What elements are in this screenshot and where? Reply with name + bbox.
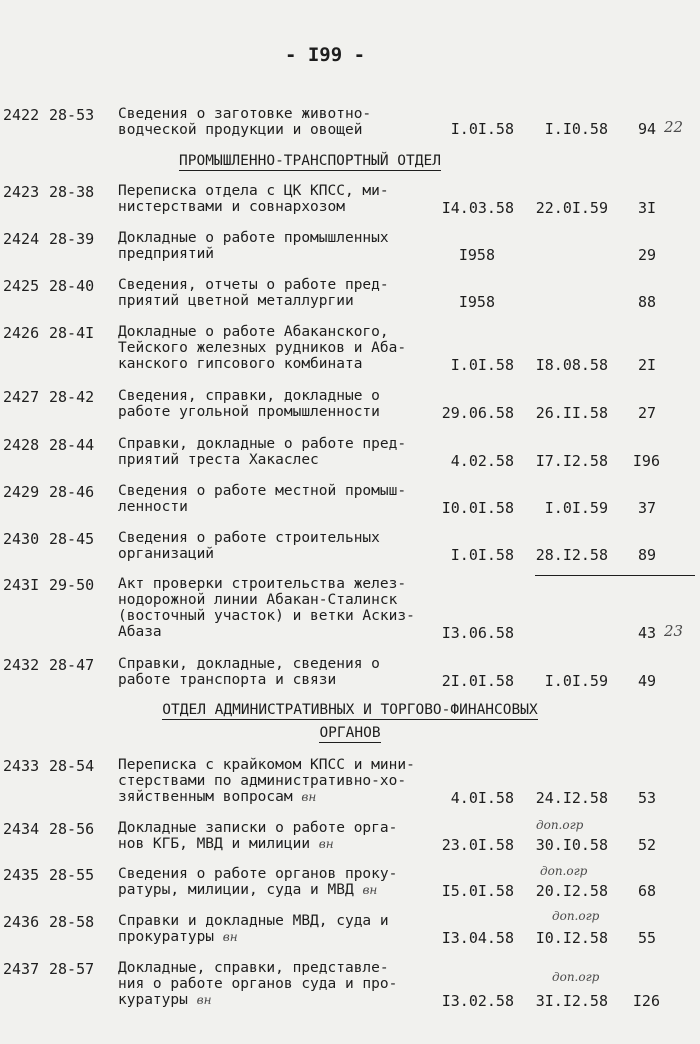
record-title	[118, 277, 428, 309]
record-number: 2422	[3, 106, 40, 124]
record-entry	[0, 576, 700, 642]
record-title	[118, 106, 428, 138]
title-line: Докладные о работе промышленных	[118, 230, 389, 246]
record-code: 28-54	[49, 757, 95, 775]
date-end: 26.II.58	[535, 404, 608, 422]
handwritten-note: вн	[362, 883, 378, 897]
record-title	[118, 436, 428, 468]
title-line: ратуры, милиции, суда и МВД вн	[118, 882, 378, 898]
record-code: 28-39	[49, 230, 95, 248]
date-start: I.0I.58	[450, 120, 514, 138]
record-number: 2436	[3, 913, 40, 931]
record-entry	[0, 757, 700, 817]
record-title	[118, 230, 428, 262]
handwritten-mark: доп.огр	[536, 818, 584, 832]
date-start: 2I.0I.58	[441, 672, 514, 690]
title-line: приятий треста Хакаслес	[118, 452, 319, 468]
date-start: 23.0I.58	[441, 836, 514, 854]
handwritten-mark: доп.огр	[540, 864, 588, 878]
date-start: I3.02.58	[441, 992, 514, 1010]
title-line: канского гипсового комбината	[118, 356, 363, 372]
handwritten-mark: 23	[664, 622, 684, 640]
date-start: I0.0I.58	[441, 499, 514, 517]
date-end: 22.0I.59	[535, 199, 608, 217]
sheet-count: 89	[637, 546, 656, 564]
title-line: Переписка с крайкомом КПСС и мини-	[118, 757, 415, 773]
record-number: 2429	[3, 483, 40, 501]
record-number: 2435	[3, 866, 40, 884]
handwritten-note: вн	[196, 993, 212, 1007]
record-number: 2425	[3, 277, 40, 295]
date-start: I958	[458, 246, 495, 264]
title-line: ленности	[118, 499, 188, 515]
sheet-count: 27	[637, 404, 656, 422]
title-line: (восточный участок) и ветки Аскиз-	[118, 608, 415, 624]
title-line: Докладные о работе Абаканского,	[118, 324, 389, 340]
record-code: 28-56	[49, 820, 95, 838]
record-code: 28-47	[49, 656, 95, 674]
date-start: I4.03.58	[441, 199, 514, 217]
sheet-count: 52	[637, 836, 656, 854]
record-number: 2424	[3, 230, 40, 248]
title-line: Сведения о работе строительных	[118, 530, 380, 546]
title-line: Акт проверки строительства желез-	[118, 576, 407, 592]
handwritten-mark: доп.огр	[552, 909, 600, 923]
title-line: Справки, докладные, сведения о	[118, 656, 380, 672]
sheet-count: 94	[637, 120, 656, 138]
record-title	[118, 388, 428, 420]
sheet-count: I96	[632, 452, 660, 470]
record-number: 2432	[3, 656, 40, 674]
handwritten-note: вн	[222, 930, 238, 944]
title-line: Докладные, справки, представле-	[118, 960, 389, 976]
title-line: Сведения о заготовке животно-	[118, 106, 372, 122]
title-line: Справки, докладные о работе пред-	[118, 436, 407, 452]
section-heading: ОРГАНОВ	[319, 725, 381, 741]
sheet-count: 3I	[637, 199, 656, 217]
sheet-count: 49	[637, 672, 656, 690]
record-number: 243I	[3, 576, 40, 594]
record-title	[118, 820, 428, 852]
date-start: I.0I.58	[450, 356, 514, 374]
date-end: 30.I0.58	[535, 836, 608, 854]
title-line: нов КГБ, МВД и милиции вн	[118, 836, 334, 852]
record-title	[118, 576, 428, 640]
title-line: организаций	[118, 546, 215, 562]
title-line: нистерствами и совнархозом	[118, 199, 345, 215]
record-title	[118, 324, 428, 372]
title-line: стерствами по административно-хо-	[118, 773, 407, 789]
record-title	[118, 530, 428, 562]
record-number: 2437	[3, 960, 40, 978]
title-line: предприятий	[118, 246, 215, 262]
title-line: Тейского железных рудников и Аба-	[118, 340, 407, 356]
record-code: 28-38	[49, 183, 95, 201]
sheet-count: 29	[637, 246, 656, 264]
date-start: I3.06.58	[441, 624, 514, 642]
record-code: 28-44	[49, 436, 95, 454]
title-line: Сведения о работе местной промыш-	[118, 483, 407, 499]
record-code: 29-50	[49, 576, 95, 594]
sheet-count: 88	[637, 293, 656, 311]
title-line: Абаза	[118, 624, 162, 640]
title-line: водческой продукции и овощей	[118, 122, 363, 138]
title-line: ния о работе органов суда и про-	[118, 976, 398, 992]
date-end: I.I0.58	[544, 120, 608, 138]
date-start: 29.06.58	[441, 404, 514, 422]
date-end: 24.I2.58	[535, 789, 608, 807]
record-number: 2428	[3, 436, 40, 454]
title-line: куратуры вн	[118, 992, 212, 1008]
record-title	[118, 757, 428, 805]
sheet-count: 68	[637, 882, 656, 900]
date-end: 3I.I2.58	[535, 992, 608, 1010]
record-title	[118, 483, 428, 515]
record-number: 2423	[3, 183, 40, 201]
title-line: прокуратуры вн	[118, 929, 238, 945]
date-start: I958	[458, 293, 495, 311]
title-line: Справки и докладные МВД, суда и	[118, 913, 389, 929]
title-line: нодорожной линии Абакан-Сталинск	[118, 592, 398, 608]
date-end: 28.I2.58	[535, 546, 608, 564]
record-title	[118, 183, 428, 215]
record-number: 2427	[3, 388, 40, 406]
title-line: Сведения о работе органов проку-	[118, 866, 398, 882]
record-entry	[0, 324, 700, 384]
record-code: 28-46	[49, 483, 95, 501]
date-start: I3.04.58	[441, 929, 514, 947]
record-number: 2434	[3, 820, 40, 838]
title-line: Сведения, отчеты о работе пред-	[118, 277, 389, 293]
date-end: I0.I2.58	[535, 929, 608, 947]
record-code: 28-57	[49, 960, 95, 978]
date-start: I.0I.58	[450, 546, 514, 564]
handwritten-note: вн	[318, 837, 334, 851]
section-heading: ОТДЕЛ АДМИНИСТРАТИВНЫХ И ТОРГОВО-ФИНАНСОВЫХ	[162, 702, 538, 718]
sheet-count: 55	[637, 929, 656, 947]
record-number: 2426	[3, 324, 40, 342]
title-line: работе угольной промышленности	[118, 404, 380, 420]
title-line: зяйственным вопросам вн	[118, 789, 317, 805]
handwritten-mark: 22	[664, 118, 684, 136]
date-start: I5.0I.58	[441, 882, 514, 900]
sheet-count: 53	[637, 789, 656, 807]
section-heading: ПРОМЫШЛЕННО-ТРАНСПОРТНЫЙ ОТДЕЛ	[179, 153, 441, 169]
handwritten-mark: доп.огр	[552, 970, 600, 984]
record-code: 28-58	[49, 913, 95, 931]
record-title	[118, 960, 428, 1008]
sheet-count: 37	[637, 499, 656, 517]
record-title	[118, 913, 428, 945]
title-line: Докладные записки о работе орга-	[118, 820, 398, 836]
title-line: Сведения, справки, докладные о	[118, 388, 380, 404]
title-line: работе транспорта и связи	[118, 672, 337, 688]
handwritten-note: вн	[301, 790, 317, 804]
record-code: 28-42	[49, 388, 95, 406]
date-end: I.0I.59	[544, 499, 608, 517]
record-code: 28-45	[49, 530, 95, 548]
record-entry	[0, 960, 700, 1020]
date-end: I7.I2.58	[535, 452, 608, 470]
record-code: 28-4I	[49, 324, 95, 342]
record-code: 28-55	[49, 866, 95, 884]
date-start: 4.02.58	[450, 452, 514, 470]
record-number: 2430	[3, 530, 40, 548]
record-title	[118, 866, 428, 898]
sheet-count: 2I	[637, 356, 656, 374]
record-title	[118, 656, 428, 688]
sheet-count: 43	[637, 624, 656, 642]
date-end: 20.I2.58	[535, 882, 608, 900]
page-number: - I99 -	[284, 44, 366, 66]
record-code: 28-53	[49, 106, 95, 124]
record-number: 2433	[3, 757, 40, 775]
title-line: Переписка отдела с ЦК КПСС, ми-	[118, 183, 389, 199]
title-line: приятий цветной металлургии	[118, 293, 354, 309]
record-code: 28-40	[49, 277, 95, 295]
date-start: 4.0I.58	[450, 789, 514, 807]
sheet-count: I26	[632, 992, 660, 1010]
date-end: I8.08.58	[535, 356, 608, 374]
date-end: I.0I.59	[544, 672, 608, 690]
